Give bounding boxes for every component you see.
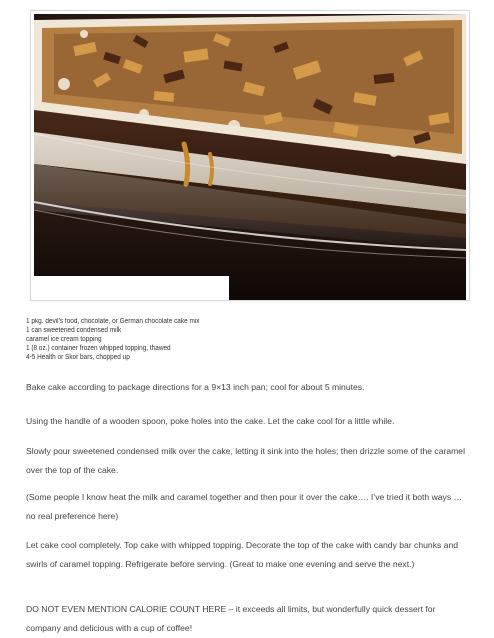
instruction-note: (Some people I know heat the milk and caramel together and then pour it over the cake…. I’ve tried it both ways … no real preference here) <box>26 492 463 521</box>
instruction-step-3: Slowly pour sweetened condensed milk over the cake, letting it sink into the holes; then drizzle some of the caramel over the top of the cake. <box>26 446 465 475</box>
ingredient-item: 1 can sweetened condensed milk <box>26 327 122 334</box>
instruction-step-2: Using the handle of a wooden spoon, poke holes into the cake. Let the cake cool for a little while. <box>26 416 395 426</box>
instruction-step-1: Bake cake according to package directions for a 9×13 inch pan; cool for about 5 minutes. <box>26 382 365 392</box>
closing-note: DO NOT EVEN MENTION CALORIE COUNT HERE – it exceeds all limits, but wonderfully quick dessert for company and delicious with a cup of coffee! <box>26 604 436 633</box>
instruction-step-4: Let cake cool completely. Top cake with whipped topping. Decorate the top of the cake with candy bar chunks and swirls of caramel topping. Refrigerate before serving. (Great to make one evening and serve the next.) <box>26 540 459 569</box>
recipe-photo-frame <box>30 10 470 301</box>
ingredient-item: 1 (8 oz.) container frozen whipped topping, thawed <box>26 345 171 352</box>
ingredient-item: caramel ice cream topping <box>26 336 102 343</box>
ingredient-item: 1 pkg. devil’s food, chocolate, or German chocolate cake mix <box>26 318 200 325</box>
ingredient-list <box>26 317 431 362</box>
cake-photo <box>34 14 466 300</box>
ingredient-item: 4-5 Health or Skor bars, chopped up <box>26 354 130 361</box>
